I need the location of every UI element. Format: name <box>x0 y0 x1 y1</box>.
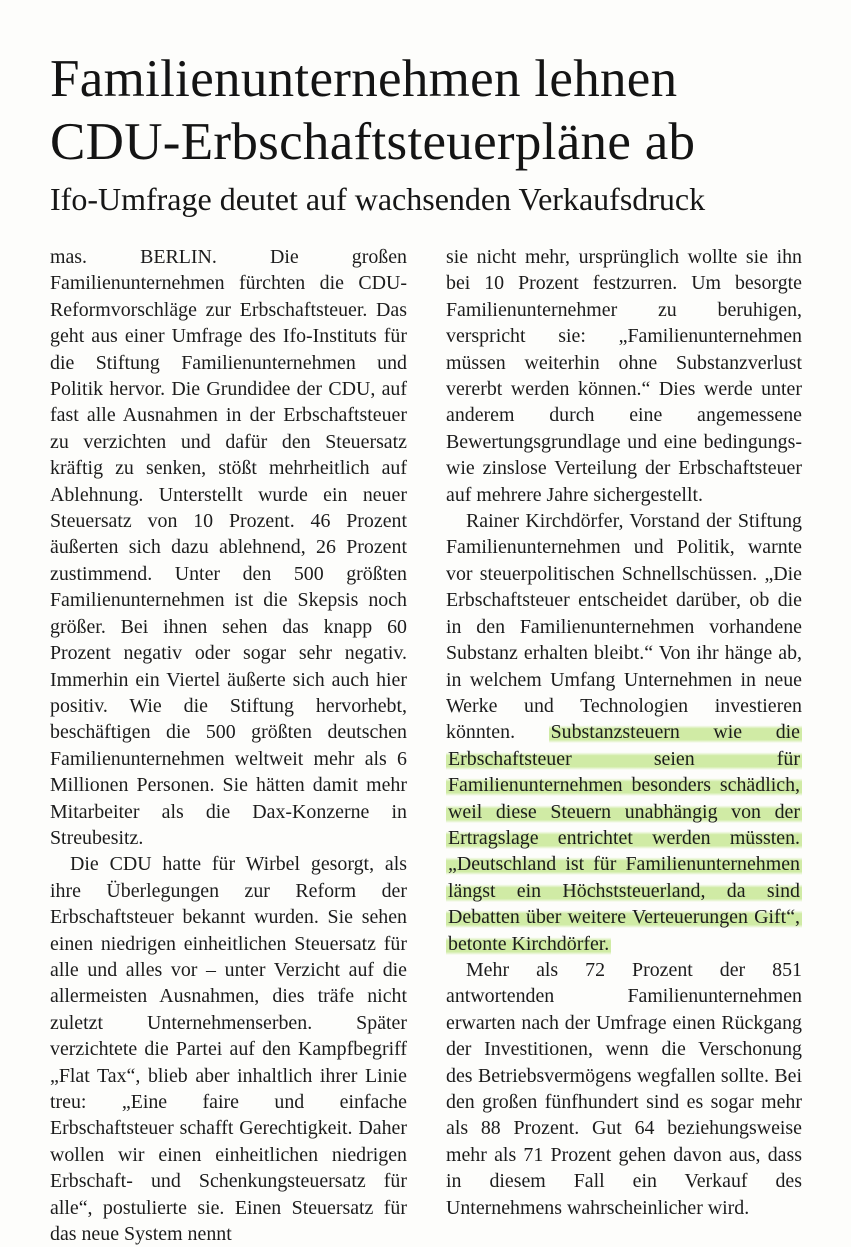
highlighted-passage: Substanzsteuern wie die Erbschaftsteuer seien für Familienunternehmen besonders schädlich, weil diese Steuern unabhängig von der Ertragslage entrichtet werden müssten. „Deutschland ist für Familienunternehmen längst ein Höchststeuerland, da sind Debatten über weitere Verteuerungen Gift“, betonte Kirchdörfer. <box>448 721 800 955</box>
article-column-left <box>50 244 407 1247</box>
headline: Familienunternehmen lehnen CDU-Erbschaftsteuerpläne ab <box>50 50 696 171</box>
paragraph: mas. BERLIN. Die großen Familienunternehmen fürchten die CDU-Reformvorschläge zur Erbschaftsteuer. Das geht aus einer Umfrage des Ifo-Instituts für die Stiftung Familienunternehmen und Politik hervor. Die Grundidee der CDU, auf fast alle Ausnahmen in der Erbschaftsteuer zu verzichten und dafür den Steuersatz kräftig zu senken, stößt mehrheitlich auf Ablehnung. Unterstellt wurde ein neuer Steuersatz von 10 Prozent. 46 Prozent äußerten sich dazu ablehnend, 26 Prozent zustimmend. Unter den 500 größten Familienunternehmen ist die Skepsis noch größer. Bei ihnen sehen das knapp 60 Prozent negativ oder sogar sehr negativ. Immerhin ein Viertel äußerte sich auch hier positiv. Wie die Stiftung hervorhebt, beschäftigen die 500 größten deutschen Familienunternehmen weltweit mehr als 6 Millionen Personen. Sie hätten damit mehr Mitarbeiter als die Dax-Konzerne in Streubesitz. <box>50 246 407 849</box>
subheadline: Ifo-Umfrage deutet auf wachsenden Verkaufsdruck <box>50 181 706 217</box>
paragraph <box>446 508 802 957</box>
paragraph: Mehr als 72 Prozent der 851 antwortenden Familienunternehmen erwarten nach der Umfrage einen Rückgang der Investitionen, wenn die Verschonung des Betriebsvermögens wegfallen sollte. Bei den großen fünfhundert sind es sogar mehr als 88 Prozent. Gut 64 beziehungsweise mehr als 71 Prozent gehen davon aus, dass in diesem Fall ein Verkauf des Unternehmens wahrscheinlicher wird. <box>446 958 802 1219</box>
paragraph-text: Rainer Kirchdörfer, Vorstand der Stiftung Familienunternehmen und Politik, warnte vor steuerpolitischen Schnellschüssen. „Die Erbschaftsteuer entscheidet darüber, ob die in den Familienunternehmen vorhandene Substanz erhalten bleibt.“ Von ihr hänge ab, in welchem Umfang Unternehmen in neue Werke und Technologien investieren könnten. <box>446 510 802 744</box>
article-column-right <box>446 244 802 1221</box>
paragraph: Die CDU hatte für Wirbel gesorgt, als ihre Überlegungen zur Reform der Erbschaftsteuer bekannt wurden. Sie sehen einen niedrigen einheitlichen Steuersatz für alle und alles vor – unter Verzicht auf die allermeisten Ausnahmen, dies träfe nicht zuletzt Unternehmenserben. Später verzichtete die Partei auf den Kampfbegriff „Flat Tax“, blieb aber inhaltlich ihrer Linie treu: „Eine faire und einfache Erbschaftsteuer schafft Gerechtigkeit. Daher wollen wir einen einheitlichen niedrigen Erbschaft- und Schenkungsteuersatz für alle“, postulierte sie. Einen Steuersatz für das neue System nennt <box>50 853 407 1246</box>
paragraph: sie nicht mehr, ursprünglich wollte sie ihn bei 10 Prozent festzurren. Um besorgte Familienunternehmer zu beruhigen, verspricht sie: „Familienunternehmen müssen weiterhin ohne Substanzverlust vererbt werden können.“ Dies werde unter anderem durch eine angemessene Bewertungsgrundlage und eine bedingungs- wie zinslose Verteilung der Erbschaftsteuer auf mehrere Jahre sichergestellt. <box>446 246 802 506</box>
